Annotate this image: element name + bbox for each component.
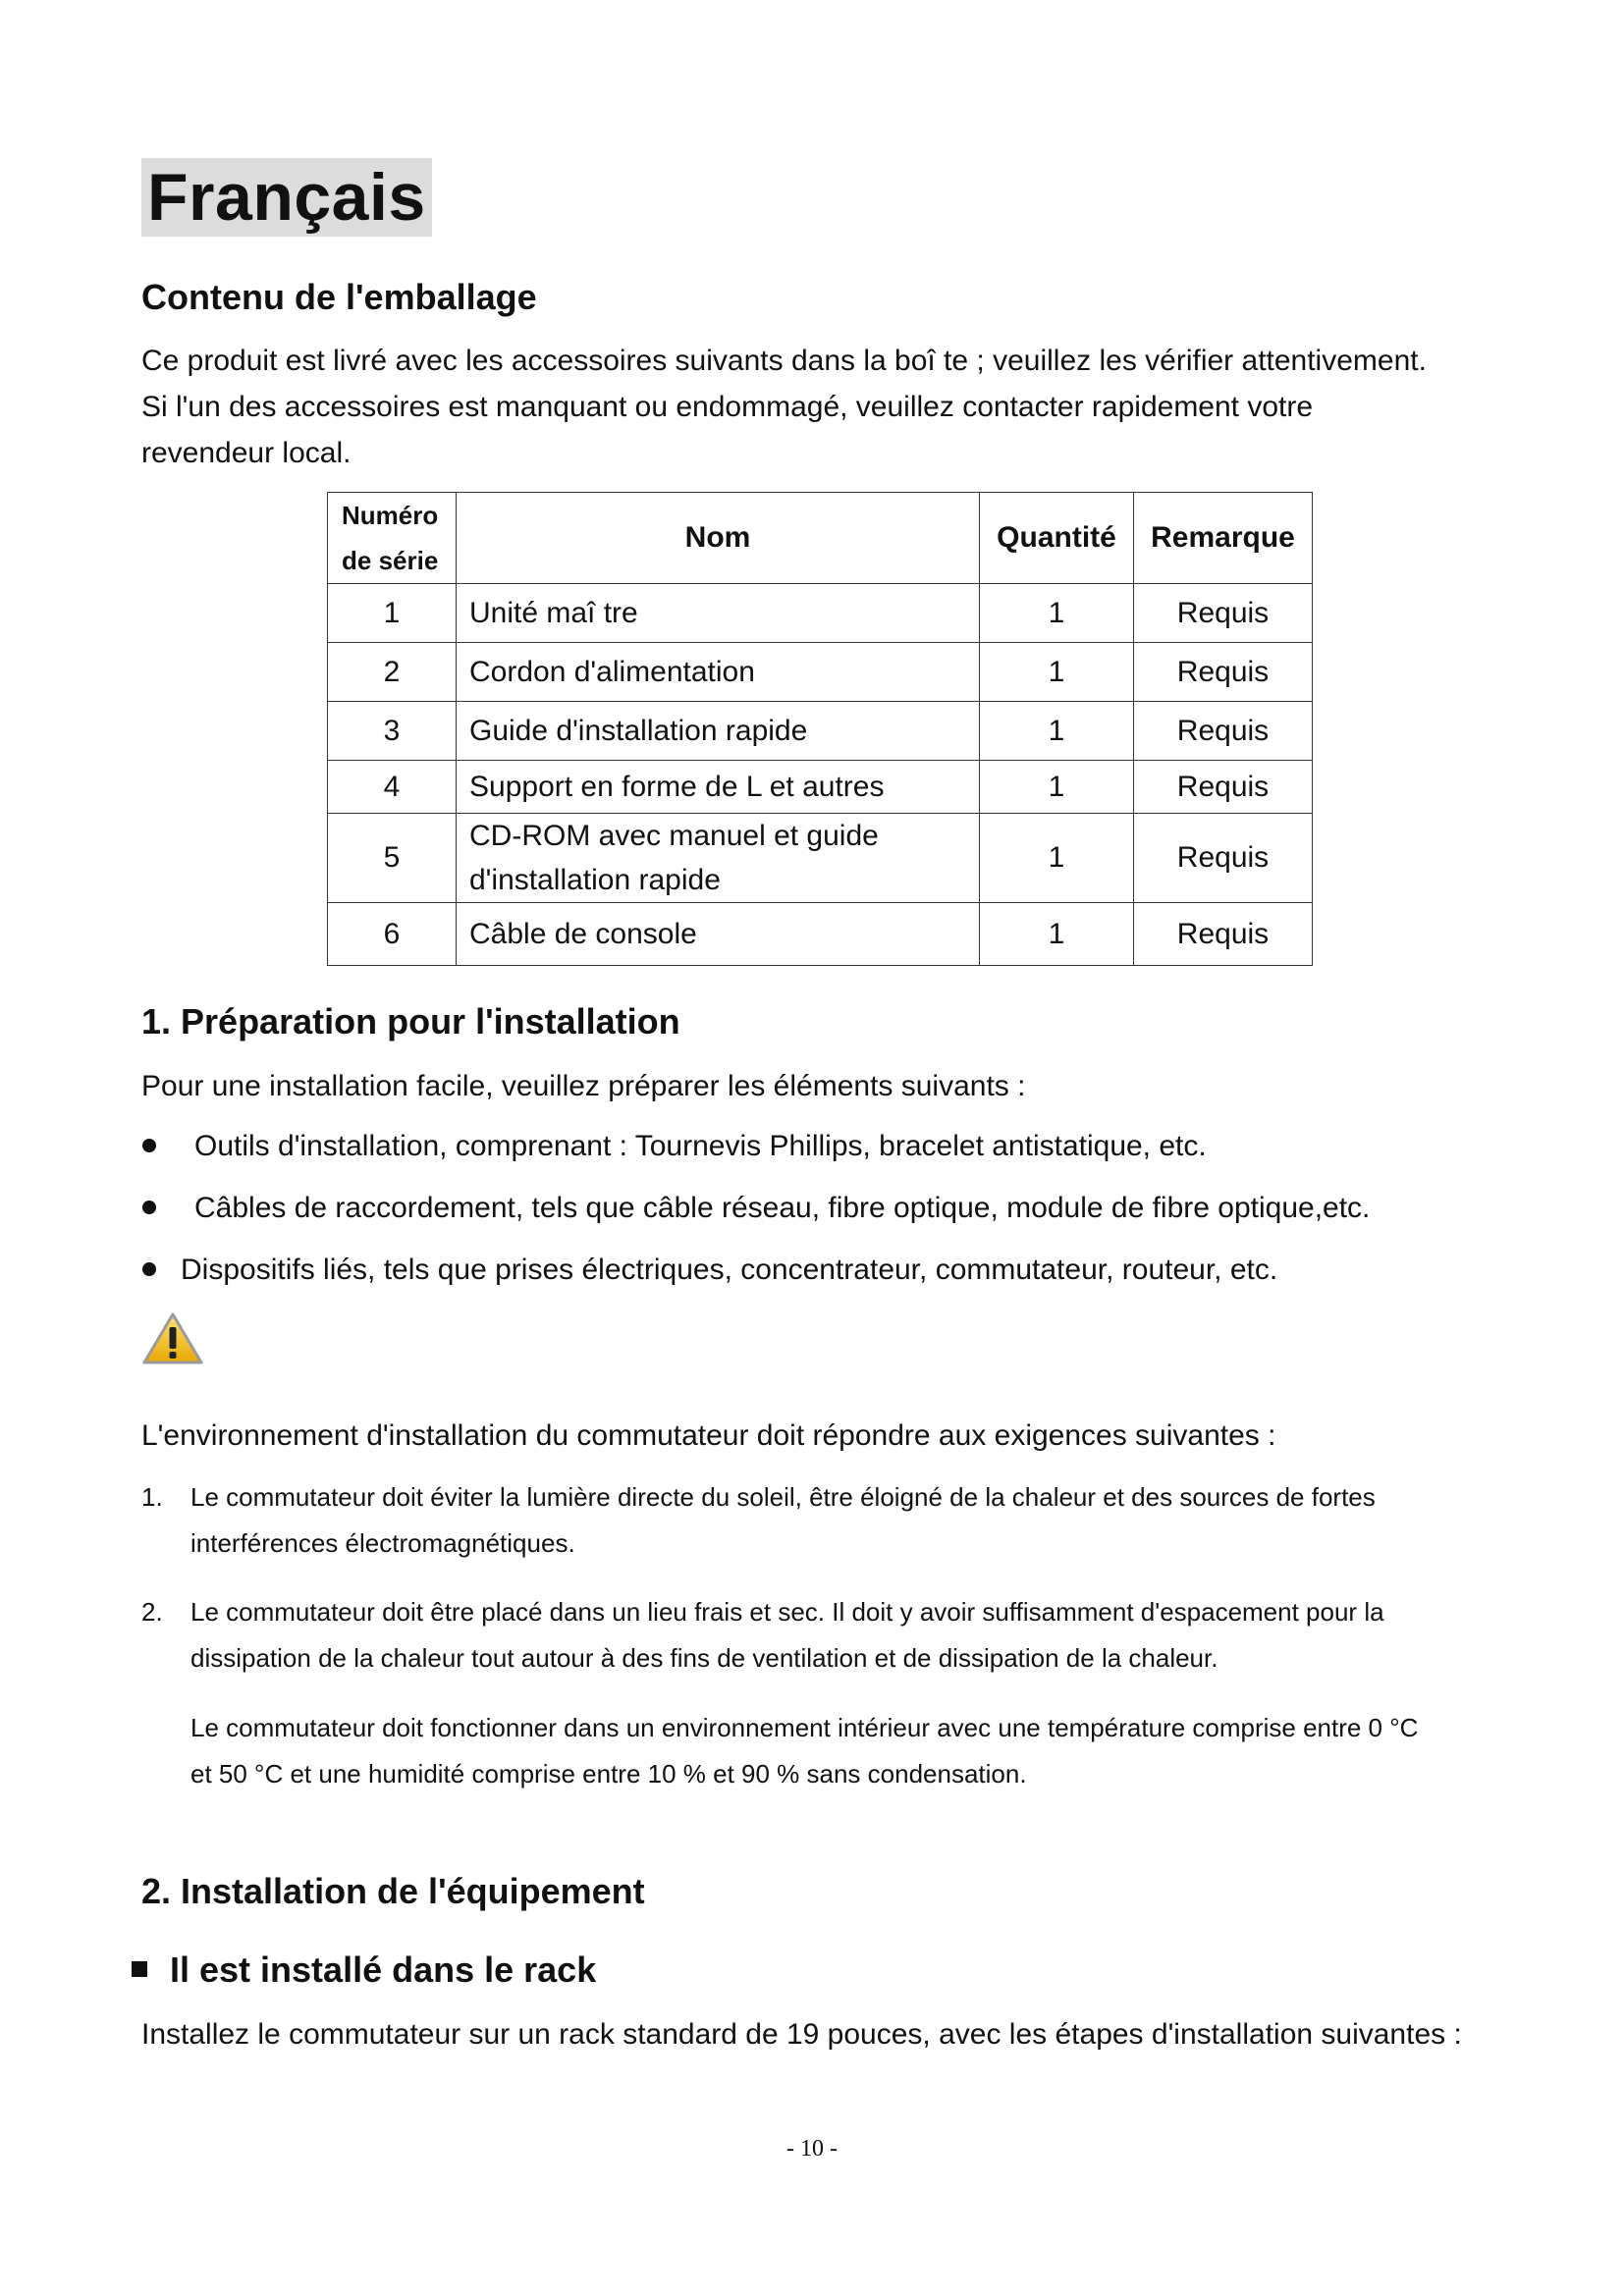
cell-serial-number: 5 — [328, 814, 457, 903]
page-title: Français — [141, 158, 432, 237]
requirement-2-line-1: Le commutateur doit être placé dans un lieu frais et sec. Il doit y avoir suffisamment d'espacement pour la — [190, 1597, 1384, 1627]
cell-name: Support en forme de L et autres — [457, 761, 980, 814]
cell-quantity: 1 — [980, 643, 1134, 702]
requirement-2-marker: 2. — [141, 1597, 163, 1627]
preparation-intro: Pour une installation facile, veuillez préparer les éléments suivants : — [141, 1070, 1026, 1102]
table-row — [328, 584, 1313, 643]
cell-serial-number: 3 — [328, 702, 457, 761]
installation-heading: 2. Installation de l'équipement — [141, 1871, 645, 1911]
cell-serial-number: 6 — [328, 903, 457, 966]
cell-name — [457, 814, 980, 903]
bullet-dot-icon — [142, 1201, 156, 1214]
header-serial-line-1: Numéro — [342, 501, 439, 530]
bullet-dot-icon — [142, 1262, 156, 1276]
table-row — [328, 903, 1313, 966]
preparation-heading: 1. Préparation pour l'installation — [141, 1001, 680, 1041]
package-intro-line-2: Si l'un des accessoires est manquant ou endommagé, veuillez contacter rapidement votre — [141, 391, 1314, 423]
square-bullet-icon — [132, 1961, 147, 1977]
preparation-bullet-3: Dispositifs liés, tels que prises électriques, concentrateur, commutateur, routeur, etc. — [181, 1254, 1278, 1286]
cell-serial-number: 2 — [328, 643, 457, 702]
cell-serial-number: 1 — [328, 584, 457, 643]
table-row — [328, 702, 1313, 761]
table-row — [328, 761, 1313, 814]
requirement-1-marker: 1. — [141, 1482, 163, 1512]
package-heading: Contenu de l'emballage — [141, 277, 537, 317]
cell-serial-number: 4 — [328, 761, 457, 814]
rack-intro: Installez le commutateur sur un rack standard de 19 pouces, avec les étapes d'installation suivantes : — [141, 2018, 1462, 2051]
cell-quantity: 1 — [980, 702, 1134, 761]
package-contents-table — [327, 492, 1313, 966]
cell-remark: Requis — [1134, 903, 1313, 966]
cell-remark: Requis — [1134, 643, 1313, 702]
rack-heading: Il est installé dans le rack — [170, 1949, 597, 1990]
temperature-note-line-2: et 50 °C et une humidité comprise entre 10 % et 90 % sans condensation. — [190, 1759, 1027, 1789]
requirement-1-line-1: Le commutateur doit éviter la lumière directe du soleil, être éloigné de la chaleur et des sources de fortes — [190, 1482, 1376, 1512]
cell-quantity: 1 — [980, 584, 1134, 643]
cell-name: Guide d'installation rapide — [457, 702, 980, 761]
cell-quantity: 1 — [980, 814, 1134, 903]
header-remark: Remarque — [1134, 493, 1313, 584]
header-serial-number — [328, 493, 457, 584]
package-intro-line-3: revendeur local. — [141, 437, 352, 469]
table-header-row — [328, 493, 1313, 584]
cell-remark: Requis — [1134, 702, 1313, 761]
header-quantity: Quantité — [980, 493, 1134, 584]
cell-name-line-2: d'installation rapide — [469, 864, 721, 896]
cell-name: Câble de console — [457, 903, 980, 966]
header-name: Nom — [457, 493, 980, 584]
warning-triangle-icon — [141, 1311, 204, 1366]
cell-name-line-1: CD-ROM avec manuel et guide — [469, 820, 879, 852]
environment-heading: L'environnement d'installation du commutateur doit répondre aux exigences suivantes : — [141, 1419, 1276, 1452]
page-number: - 10 - — [786, 2136, 838, 2162]
cell-name: Cordon d'alimentation — [457, 643, 980, 702]
cell-quantity: 1 — [980, 761, 1134, 814]
cell-quantity: 1 — [980, 903, 1134, 966]
package-intro-line-1: Ce produit est livré avec les accessoires suivants dans la boî te ; veuillez les vérifier attentivement. — [141, 345, 1427, 377]
cell-name: Unité maî tre — [457, 584, 980, 643]
cell-remark: Requis — [1134, 584, 1313, 643]
table-row — [328, 643, 1313, 702]
bullet-dot-icon — [142, 1139, 156, 1152]
requirement-1-line-2: interférences électromagnétiques. — [190, 1528, 575, 1558]
cell-remark: Requis — [1134, 814, 1313, 903]
cell-remark: Requis — [1134, 761, 1313, 814]
temperature-note-line-1: Le commutateur doit fonctionner dans un environnement intérieur avec une température comprise entre 0 °C — [190, 1713, 1419, 1742]
requirement-2-line-2: dissipation de la chaleur tout autour à des fins de ventilation et de dissipation de la chaleur. — [190, 1643, 1218, 1673]
table-row — [328, 814, 1313, 903]
preparation-bullet-2: Câbles de raccordement, tels que câble réseau, fibre optique, module de fibre optique,etc. — [194, 1192, 1371, 1224]
header-serial-line-2: de série — [342, 546, 439, 575]
preparation-bullet-1: Outils d'installation, comprenant : Tournevis Phillips, bracelet antistatique, etc. — [194, 1130, 1207, 1162]
